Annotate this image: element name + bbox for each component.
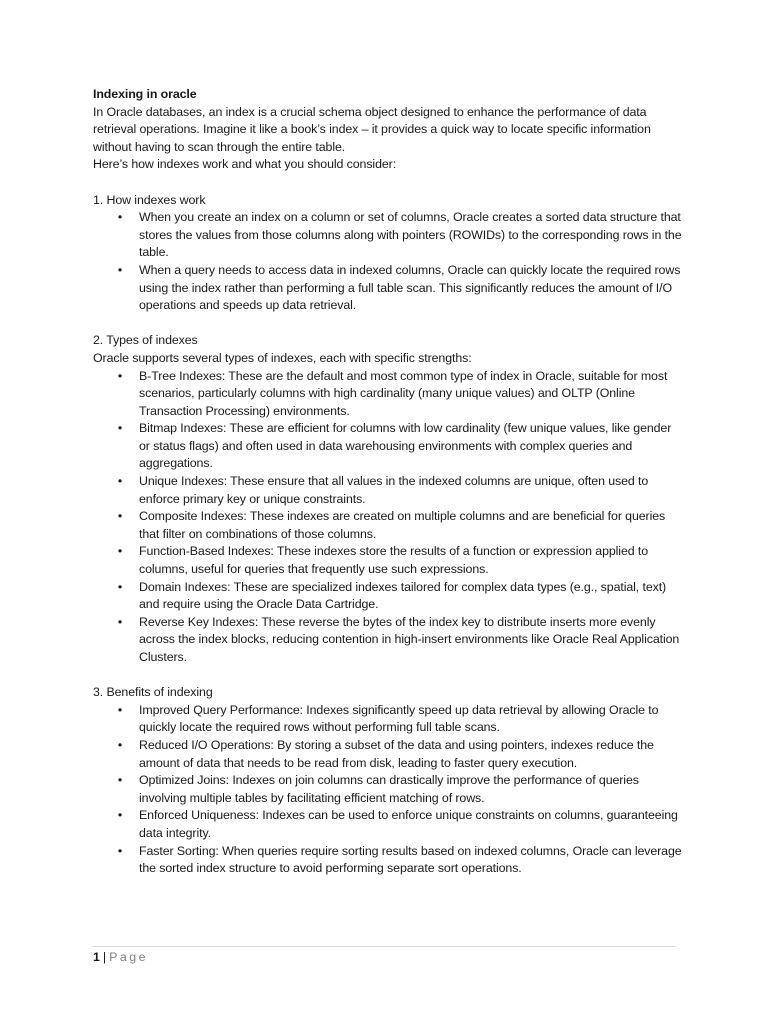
- list-item: • Bitmap Indexes: These are efficient for columns with low cardinality (few unique values, like gender or status flags) and often used in data warehousing environments with complex queries and aggregations.: [93, 420, 683, 473]
- bullet-icon: •: [117, 702, 123, 717]
- document-title: Indexing in oracle: [93, 87, 197, 101]
- list-item: • When you create an index on a column or set of columns, Oracle creates a sorted data structure that stores the values from those columns along with pointers (ROWIDs) to the corresponding rows in the table.: [93, 209, 683, 262]
- bullet-icon: •: [117, 368, 123, 383]
- bullet-icon: •: [117, 737, 123, 752]
- footer-separator: |: [102, 950, 107, 964]
- bullet-list: [93, 209, 683, 315]
- bullet-icon: •: [117, 509, 123, 524]
- list-item: • Function-Based Indexes: These indexes store the results of a function or expression applied to columns, useful for queries that frequently use such expressions.: [93, 543, 683, 578]
- bullet-icon: •: [117, 579, 123, 594]
- document-body: [93, 86, 683, 878]
- page-footer: [93, 946, 675, 966]
- bullet-icon: •: [117, 544, 123, 559]
- list-item: • Unique Indexes: These ensure that all values in the indexed columns are unique, often used to enforce primary key or unique constraints.: [93, 473, 683, 508]
- page-label: Page: [109, 950, 149, 964]
- page-number: 1: [93, 950, 100, 964]
- list-item: • Reduced I/O Operations: By storing a subset of the data and using pointers, indexes reduce the amount of data that needs to be read from disk, leading to faster query execution.: [93, 737, 683, 772]
- list-item: • Faster Sorting: When queries require sorting results based on indexed columns, Oracle can leverage the sorted index structure to avoid performing separate sort operations.: [93, 843, 683, 878]
- bullet-icon: •: [117, 210, 123, 225]
- list-item: • Improved Query Performance: Indexes significantly speed up data retrieval by allowing Oracle to quickly locate the required rows without performing full table scans.: [93, 702, 683, 737]
- section-heading: 3. Benefits of indexing: [93, 685, 213, 700]
- list-item: • Optimized Joins: Indexes on join columns can drastically improve the performance of queries involving multiple tables by facilitating efficient matching of rows.: [93, 772, 683, 807]
- bullet-icon: •: [117, 474, 123, 489]
- list-item: • When a query needs to access data in indexed columns, Oracle can quickly locate the required rows using the index rather than performing a full table scan. This significantly reduces the amount of I/O operations and speeds up data retrieval.: [93, 262, 683, 315]
- list-item: • B-Tree Indexes: These are the default and most common type of index in Oracle, suitable for most scenarios, particularly columns with high cardinality (many unique values) and OLTP (Online Transaction Processing) environments.: [93, 368, 683, 421]
- bullet-icon: •: [117, 421, 123, 436]
- bullet-icon: •: [117, 262, 123, 277]
- bullet-list: [93, 702, 683, 878]
- intro-paragraph-2: Here’s how indexes work and what you should consider:: [93, 157, 397, 172]
- section-lead: Oracle supports several types of indexes, each with specific strengths:: [93, 350, 472, 365]
- bullet-icon: •: [117, 808, 123, 823]
- bullet-icon: •: [117, 843, 123, 858]
- list-item: • Enforced Uniqueness: Indexes can be used to enforce unique constraints on columns, guaranteeing data integrity.: [93, 807, 683, 842]
- bullet-icon: •: [117, 773, 123, 788]
- bullet-list: [93, 368, 683, 667]
- list-item: • Domain Indexes: These are specialized indexes tailored for complex data types (e.g., spatial, text) and require using the Oracle Data Cartridge.: [93, 579, 683, 614]
- section-heading: 2. Types of indexes: [93, 333, 198, 348]
- bullet-icon: •: [117, 614, 123, 629]
- section-heading: 1. How indexes work: [93, 192, 206, 207]
- list-item: • Reverse Key Indexes: These reverse the bytes of the index key to distribute inserts more evenly across the index blocks, reducing contention in high-insert environments like Oracle Real Application Clusters.: [93, 614, 683, 667]
- intro-paragraph: In Oracle databases, an index is a crucial schema object designed to enhance the performance of data retrieval operations. Imagine it like a book’s index – it provides a quick way to locate specific information without having to scan through the entire table.: [93, 104, 651, 154]
- list-item: • Composite Indexes: These indexes are created on multiple columns and are beneficial for queries that filter on combinations of those columns.: [93, 508, 683, 543]
